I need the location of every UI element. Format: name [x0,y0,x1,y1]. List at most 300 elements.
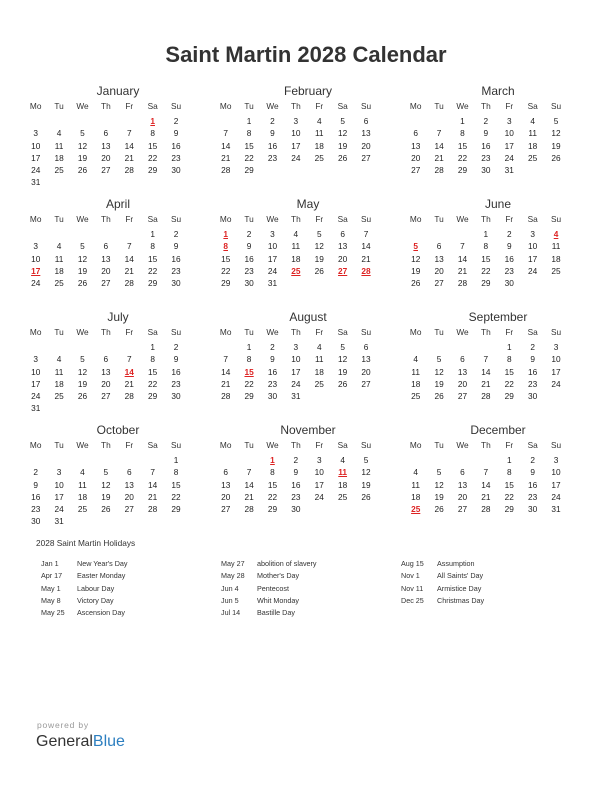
day-cell: 13 [411,140,421,151]
day-cell: 16 [31,491,41,502]
day-cell: 12 [77,140,88,151]
day-cell: 14 [124,366,134,377]
day-cell: 19 [434,378,444,389]
day-cell: 19 [411,265,421,276]
day-cell: 21 [221,378,231,389]
day-cell: 10 [528,241,538,252]
weekday-label: We [456,440,469,450]
empty-cell [94,341,117,353]
weekday-label: Sa [337,214,348,224]
day-cell: 1 [246,342,252,353]
day-cell: 17 [31,378,41,389]
day-cell: 18 [314,140,324,151]
day-cell: 6 [223,467,228,478]
weekday-label: Mo [219,101,232,111]
holiday-column [41,558,221,619]
month-january [29,80,200,193]
day-cell: 22 [171,491,181,502]
day-cell: 16 [267,140,278,151]
day-cell: 21 [481,491,491,502]
day-cell: 21 [148,491,158,502]
weekday-label: Fr [125,440,134,450]
holiday-name: Whit Monday [257,595,299,605]
day-cell: 4 [56,128,62,139]
day-cell: 5 [436,467,442,478]
weekday-label: Sa [147,327,158,337]
day-cell: 27 [124,503,134,514]
day-cell: 6 [363,342,369,353]
empty-cell [71,115,94,127]
day-cell: 18 [528,140,538,151]
day-cell: 17 [551,479,561,490]
day-cell: 30 [171,390,181,401]
day-cell: 9 [173,354,179,365]
day-cell: 5 [413,241,418,252]
weekday-label: Su [360,101,372,111]
day-cell: 17 [551,366,561,377]
day-cell: 22 [221,265,231,276]
day-cell: 21 [434,152,444,163]
day-cell: 20 [361,140,371,151]
day-cell: 27 [411,164,421,175]
empty-cell [94,115,117,127]
day-cell: 29 [504,503,514,514]
day-cell: 25 [77,503,88,514]
day-cell: 16 [171,253,181,264]
day-cell: 7 [150,467,155,478]
weekday-label: Tu [434,101,444,111]
weekday-label: We [76,440,89,450]
day-cell: 8 [506,467,512,478]
day-cell: 12 [411,253,421,264]
weekday-label: Fr [315,214,324,224]
day-cell: 31 [551,503,561,514]
day-cell: 26 [101,503,111,514]
empty-cell [47,115,70,127]
weekday-label: Tu [54,327,64,337]
day-cell: 20 [101,378,111,389]
weekday-label: Mo [409,327,422,337]
empty-cell [71,341,94,353]
month-name: March [481,84,515,98]
day-cell: 3 [270,229,275,240]
weekday-label: Th [481,101,491,111]
day-cell: 9 [530,354,535,365]
day-grid [24,439,200,527]
holiday-date: May 28 [221,571,245,581]
day-cell: 9 [173,241,179,252]
day-cell: 27 [457,390,468,401]
weekday-label: Mo [29,327,42,337]
day-cell: 3 [33,241,38,252]
day-cell: 9 [530,467,535,478]
day-cell: 27 [101,277,111,288]
day-cell: 20 [411,152,421,163]
day-cell: 29 [481,277,491,288]
day-cell: 23 [31,503,41,514]
day-cell: 16 [291,479,301,490]
day-cell: 19 [77,152,88,163]
day-cell: 8 [483,241,489,252]
day-grid [214,213,390,289]
day-cell: 1 [460,116,465,127]
day-cell: 29 [148,390,158,401]
day-cell: 18 [77,491,88,502]
holiday-date: Jul 14 [221,608,241,618]
day-cell: 27 [101,164,111,175]
day-cell: 16 [171,140,181,151]
month-november [219,419,390,532]
weekday-label: Su [170,101,182,111]
day-cell: 26 [77,390,88,401]
day-cell: 6 [436,241,442,252]
empty-cell [47,228,70,240]
holidays-title: 2028 Saint Martin Holidays [36,538,136,548]
day-cell: 8 [150,241,155,252]
day-cell: 21 [361,253,371,264]
weekday-label: Sa [337,440,348,450]
brand-blue: Blue [92,733,125,750]
day-cell: 3 [56,467,62,478]
month-name: February [283,84,333,98]
day-cell: 29 [457,164,468,175]
day-cell: 14 [361,241,371,252]
weekday-label: Mo [219,214,232,224]
weekday-label: Th [481,214,491,224]
holiday-date: Nov 11 [401,583,424,593]
day-cell: 10 [551,467,561,478]
weekday-label: We [266,101,279,111]
day-cell: 22 [244,378,254,389]
day-cell: 28 [361,265,371,276]
day-cell: 26 [551,152,561,163]
weekday-label: Mo [409,101,422,111]
day-cell: 13 [101,366,111,377]
day-cell: 17 [504,140,514,151]
month-name: April [105,197,130,211]
holiday-item [221,583,401,595]
day-cell: 8 [270,467,275,478]
empty-cell [24,115,47,127]
day-cell: 5 [340,342,345,353]
empty-cell [404,341,427,353]
day-cell: 16 [481,140,491,151]
empty-cell [474,341,497,353]
day-cell: 4 [56,241,62,252]
day-cell: 26 [77,277,88,288]
day-cell: 28 [148,503,158,514]
day-cell: 15 [504,479,514,490]
month-name: September [468,310,528,324]
day-cell: 24 [54,503,64,514]
day-cell: 15 [148,253,158,264]
weekday-label: Fr [315,101,324,111]
day-cell: 23 [267,378,278,389]
day-cell: 2 [270,342,275,353]
day-cell: 14 [124,253,134,264]
day-cell: 10 [291,128,301,139]
day-grid [404,326,580,402]
day-cell: 15 [244,366,254,377]
empty-cell [118,228,141,240]
day-cell: 13 [101,140,111,151]
day-cell: 22 [504,378,514,389]
day-cell: 13 [124,479,134,490]
day-grid [214,100,390,176]
day-cell: 9 [270,354,275,365]
weekday-label: Mo [29,440,42,450]
weekday-label: Sa [527,214,538,224]
day-cell: 7 [223,128,228,139]
day-cell: 25 [54,164,64,175]
weekday-label: Th [101,440,111,450]
day-cell: 9 [33,479,38,490]
weekday-label: Th [101,101,111,111]
day-cell: 27 [361,378,371,389]
day-cell: 17 [314,479,324,490]
day-cell: 29 [221,277,231,288]
day-cell: 12 [77,366,88,377]
holiday-item [401,570,581,582]
day-cell: 6 [363,116,369,127]
holiday-date: Aug 15 [401,559,424,568]
day-cell: 20 [124,491,134,502]
day-cell: 19 [77,265,88,276]
weekday-label: Su [170,327,182,337]
day-cell: 26 [314,265,324,276]
weekday-label: Fr [505,440,514,450]
day-cell: 10 [314,467,324,478]
day-grid [404,100,580,176]
weekday-label: We [76,214,89,224]
day-cell: 28 [124,390,134,401]
day-cell: 22 [148,265,158,276]
day-cell: 11 [54,140,64,151]
day-cell: 5 [436,354,442,365]
day-cell: 1 [173,455,179,466]
day-cell: 2 [506,229,512,240]
weekday-label: Tu [54,440,64,450]
day-cell: 3 [33,128,38,139]
day-cell: 9 [293,467,299,478]
holiday-date: Dec 25 [401,595,424,605]
weekday-label: Su [360,440,372,450]
day-cell: 23 [171,265,181,276]
day-cell: 4 [293,229,299,240]
weekday-label: Tu [244,101,254,111]
day-cell: 16 [267,366,278,377]
day-cell: 13 [338,241,348,252]
day-cell: 27 [361,152,371,163]
day-cell: 1 [270,455,275,466]
weekday-label: Mo [29,214,42,224]
day-cell: 18 [54,378,64,389]
weekday-label: Su [550,214,562,224]
holiday-name: abolition of slavery [257,559,317,568]
empty-cell [71,454,94,466]
day-cell: 7 [483,467,489,478]
month-july [29,306,200,419]
day-cell: 4 [530,116,535,127]
holiday-item [221,607,401,619]
day-cell: 10 [551,354,561,365]
day-cell: 30 [504,277,514,288]
day-cell: 7 [436,128,442,139]
day-cell: 28 [481,390,491,401]
weekday-label: Th [291,101,301,111]
brand-general: General [36,733,93,750]
day-cell: 23 [267,152,278,163]
day-cell: 22 [481,265,491,276]
empty-cell [94,228,117,240]
weekday-label: Tu [244,440,254,450]
day-cell: 1 [506,455,512,466]
day-cell: 27 [221,503,231,514]
day-cell: 2 [33,467,38,478]
month-name: October [96,423,140,437]
month-september [409,306,580,419]
day-cell: 25 [54,390,64,401]
empty-cell [214,115,237,127]
day-cell: 21 [221,152,231,163]
day-cell: 25 [411,503,421,514]
day-cell: 31 [54,516,64,527]
day-cell: 8 [506,354,512,365]
weekday-label: Sa [527,327,538,337]
day-cell: 9 [483,128,489,139]
day-cell: 13 [457,366,468,377]
day-cell: 29 [244,390,254,401]
weekday-label: Fr [125,327,134,337]
weekday-label: Mo [29,101,42,111]
weekday-label: Tu [54,214,64,224]
weekday-label: We [456,214,469,224]
day-cell: 2 [530,342,535,353]
day-cell: 21 [244,491,254,502]
day-cell: 10 [31,253,41,264]
empty-cell [237,454,260,466]
day-cell: 1 [483,229,489,240]
day-cell: 19 [314,253,324,264]
day-cell: 10 [291,354,301,365]
day-grid [404,213,580,289]
month-december [409,419,580,532]
holiday-date: Apr 17 [41,571,63,581]
day-cell: 6 [413,128,418,139]
holiday-date: May 25 [41,608,65,618]
holidays-list [41,558,581,619]
day-cell: 27 [338,265,348,276]
day-cell: 11 [291,241,301,252]
day-cell: 13 [361,128,371,139]
day-cell: 24 [504,152,514,163]
day-cell: 10 [31,366,41,377]
day-cell: 1 [150,116,155,127]
day-cell: 14 [221,140,231,151]
day-cell: 12 [314,241,324,252]
holiday-item [41,558,221,570]
day-cell: 14 [457,253,468,264]
day-cell: 29 [171,503,181,514]
holiday-name: Victory Day [77,595,114,605]
day-cell: 2 [173,116,179,127]
day-cell: 22 [148,152,158,163]
weekday-label: Fr [125,214,134,224]
day-cell: 7 [363,229,369,240]
holiday-name: Armistice Day [437,583,482,593]
day-cell: 28 [221,164,231,175]
day-cell: 30 [291,503,301,514]
month-march [409,80,580,193]
month-february [219,80,390,193]
day-cell: 9 [246,241,252,252]
day-cell: 6 [103,354,109,365]
empty-cell [141,454,164,466]
holiday-item [41,570,221,582]
day-cell: 26 [411,277,421,288]
day-cell: 11 [528,128,537,139]
day-cell: 4 [413,354,418,365]
empty-cell [214,341,237,353]
day-cell: 16 [171,366,181,377]
holiday-item [401,583,581,595]
empty-cell [24,228,47,240]
day-cell: 22 [504,491,514,502]
day-cell: 2 [483,116,489,127]
day-cell: 11 [338,467,348,478]
empty-cell [474,454,497,466]
holiday-name: Mother's Day [257,571,300,581]
day-cell: 24 [528,265,538,276]
holiday-column [221,558,401,619]
day-cell: 29 [148,164,158,175]
day-cell: 27 [434,277,444,288]
weekday-label: We [266,327,279,337]
day-cell: 4 [553,229,559,240]
day-cell: 17 [54,491,64,502]
day-cell: 24 [551,378,561,389]
day-cell: 24 [31,277,41,288]
day-cell: 15 [171,479,181,490]
day-cell: 24 [31,390,41,401]
day-cell: 22 [244,152,254,163]
day-cell: 5 [363,455,369,466]
day-cell: 9 [270,128,275,139]
day-cell: 25 [528,152,538,163]
day-cell: 15 [148,140,158,151]
day-cell: 8 [173,467,179,478]
day-cell: 14 [244,479,254,490]
day-cell: 25 [314,378,324,389]
empty-cell [118,454,141,466]
day-cell: 26 [434,503,444,514]
empty-cell [214,454,237,466]
weekday-label: Su [550,101,562,111]
day-cell: 22 [457,152,468,163]
day-cell: 7 [483,354,489,365]
holiday-item [41,583,221,595]
month-name: June [484,197,512,211]
day-cell: 7 [223,354,228,365]
weekday-label: Sa [337,327,348,337]
day-grid [24,100,200,188]
day-cell: 4 [316,342,322,353]
weekday-label: Mo [219,327,232,337]
day-cell: 2 [530,455,535,466]
empty-cell [118,341,141,353]
day-cell: 20 [101,152,111,163]
day-cell: 30 [171,164,181,175]
